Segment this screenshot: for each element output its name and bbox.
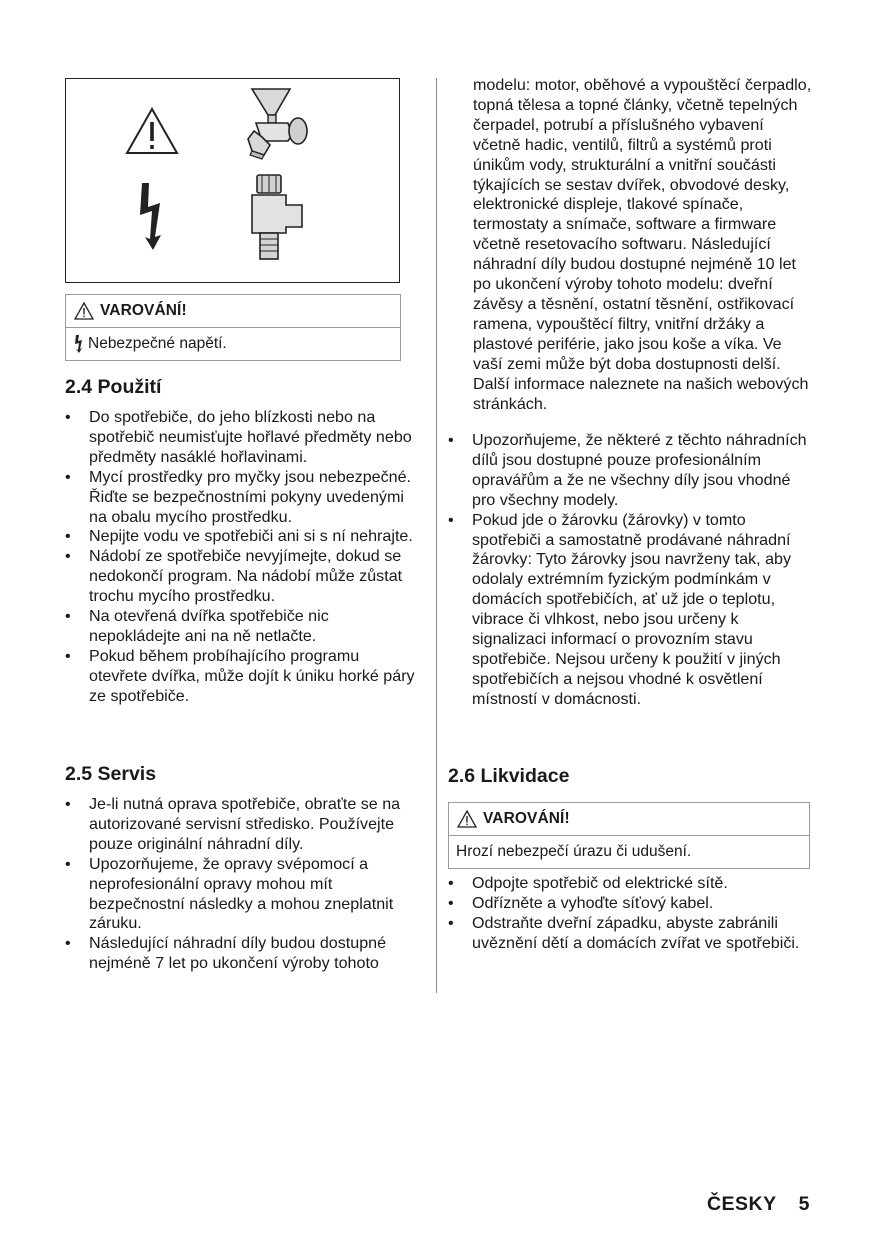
warning-box-suffocation	[448, 802, 810, 869]
list-item: • Odstraňte dveřní západku, abyste zabránili uvěznění dětí a domácích zvířat ve spotřebiči.	[448, 914, 814, 954]
section-title-disposal: 2.6 Likvidace	[448, 765, 570, 787]
list-item: • Upozorňujeme, že opravy svépomocí a neprofesionální opravy mohou mít bezpečnostní následky a mohou zneplatnit záruku.	[65, 855, 417, 935]
list-item: • Nádobí ze spotřebiče nevyjímejte, dokud se nedokončí program. Na nádobí může zůstat trochu mycího prostředku.	[65, 547, 415, 607]
disposal-list	[448, 874, 814, 954]
section-title-service: 2.5 Servis	[65, 763, 157, 785]
warning-triangle-icon	[124, 106, 180, 156]
safety-figure	[65, 78, 400, 283]
list-item: • Následující náhradní díly budou dostupné nejméně 7 let po ukončení výroby tohoto	[65, 934, 417, 974]
warning-header	[449, 803, 809, 836]
service-continuation-text: modelu: motor, oběhové a vypouštěcí čerpadlo, topná tělesa a topné články, včetně tepelných čerpadel, potrubí a příslušného vybavení včetně hadic, ventilů, filtrů a systémů proti únikům vody, strukturální a vnitřní součásti týkajících se sestav dvířek, obvodové desky, elektronické displeje, tlakové spínače, termostaty a snímače, software a firmware včetně resetovacího softwaru. Následující náhradní díly budou dostupné nejméně 10 let po ukončení výroby tohoto modelu: dveřní závěsy a těsnění, ostatní těsnění, ostřikovací ramena, vypouštěcí filtry, vnitřní držáky a plastové periférie, jako jsou koše a víka. Ve vaší zemi může být doba dostupnosti delší. Další informace naleznete na našich webových stránkách.	[473, 76, 812, 413]
warning-triangle-icon	[457, 810, 477, 828]
list-item: • Upozorňujeme, že některé z těchto náhradních dílů jsou dostupné pouze profesionálním opravářům a že ne všechny díly jsou vhodné pro všechny modely.	[448, 431, 814, 511]
list-item: • Nepijte vodu ve spotřebiči ani si s ní nehrajte.	[65, 527, 415, 547]
page-number: 5	[798, 1193, 810, 1215]
section-title-use: 2.4 Použití	[65, 376, 162, 398]
lightning-bolt-icon	[134, 181, 168, 251]
warning-title: VAROVÁNÍ!	[100, 302, 187, 319]
hose-connector-icon	[244, 171, 308, 263]
list-item: • Pokud během probíhajícího programu otevřete dvířka, může dojít k úniku horké páry ze spotřebiče.	[65, 647, 415, 707]
warning-box-voltage	[65, 294, 401, 361]
list-item: • Na otevřená dvířka spotřebiče nic nepokládejte ani na ně netlačte.	[65, 607, 415, 647]
footer-language: ČESKY	[706, 1193, 777, 1215]
warning-header	[66, 295, 400, 328]
warning-triangle-icon	[74, 302, 94, 320]
list-item: • Mycí prostředky pro myčky jsou nebezpečné. Řiďte se bezpečnostními pokyny uvedenými na obalu mycího prostředku.	[65, 468, 415, 528]
list-item: • Odřízněte a vyhoďte síťový kabel.	[448, 894, 814, 914]
warning-text: Nebezpečné napětí.	[88, 335, 227, 352]
warning-title: VAROVÁNÍ!	[483, 810, 570, 827]
lightning-bolt-icon	[73, 334, 85, 354]
warning-text: Hrozí nebezpečí úrazu či udušení.	[456, 843, 692, 860]
list-item: • Pokud jde o žárovku (žárovky) v tomto spotřebiči a samostatně prodávané náhradní žárovky: Tyto žárovky jsou navrženy tak, aby odolaly extrémním fyzickým podmínkám v domácích spotřebičích, ať už jde o teplotu, vibrace či vlhkost, nebo jsou určeny k signalizaci informací o provozním stavu spotřebiče. Nejsou určeny k použití v jiných spotřebičích a nejsou vhodné k osvětlení místností v domácnosti.	[448, 511, 814, 710]
column-divider	[436, 78, 437, 993]
use-list	[65, 408, 415, 707]
warning-body	[449, 836, 809, 868]
warning-body	[66, 328, 400, 360]
list-item: • Odpojte spotřebič od elektrické sítě.	[448, 874, 814, 894]
service-list-continued	[448, 431, 814, 710]
page-footer	[707, 1193, 810, 1216]
list-item: • Je-li nutná oprava spotřebiče, obraťte se na autorizované servisní středisko. Používejte pouze originální náhradní díly.	[65, 795, 417, 855]
service-list	[65, 795, 417, 974]
water-tap-icon	[242, 85, 314, 163]
list-item: • Do spotřebiče, do jeho blízkosti nebo na spotřebič neumisťujte hořlavé předměty nebo předměty nasáklé hořlavinami.	[65, 408, 415, 468]
